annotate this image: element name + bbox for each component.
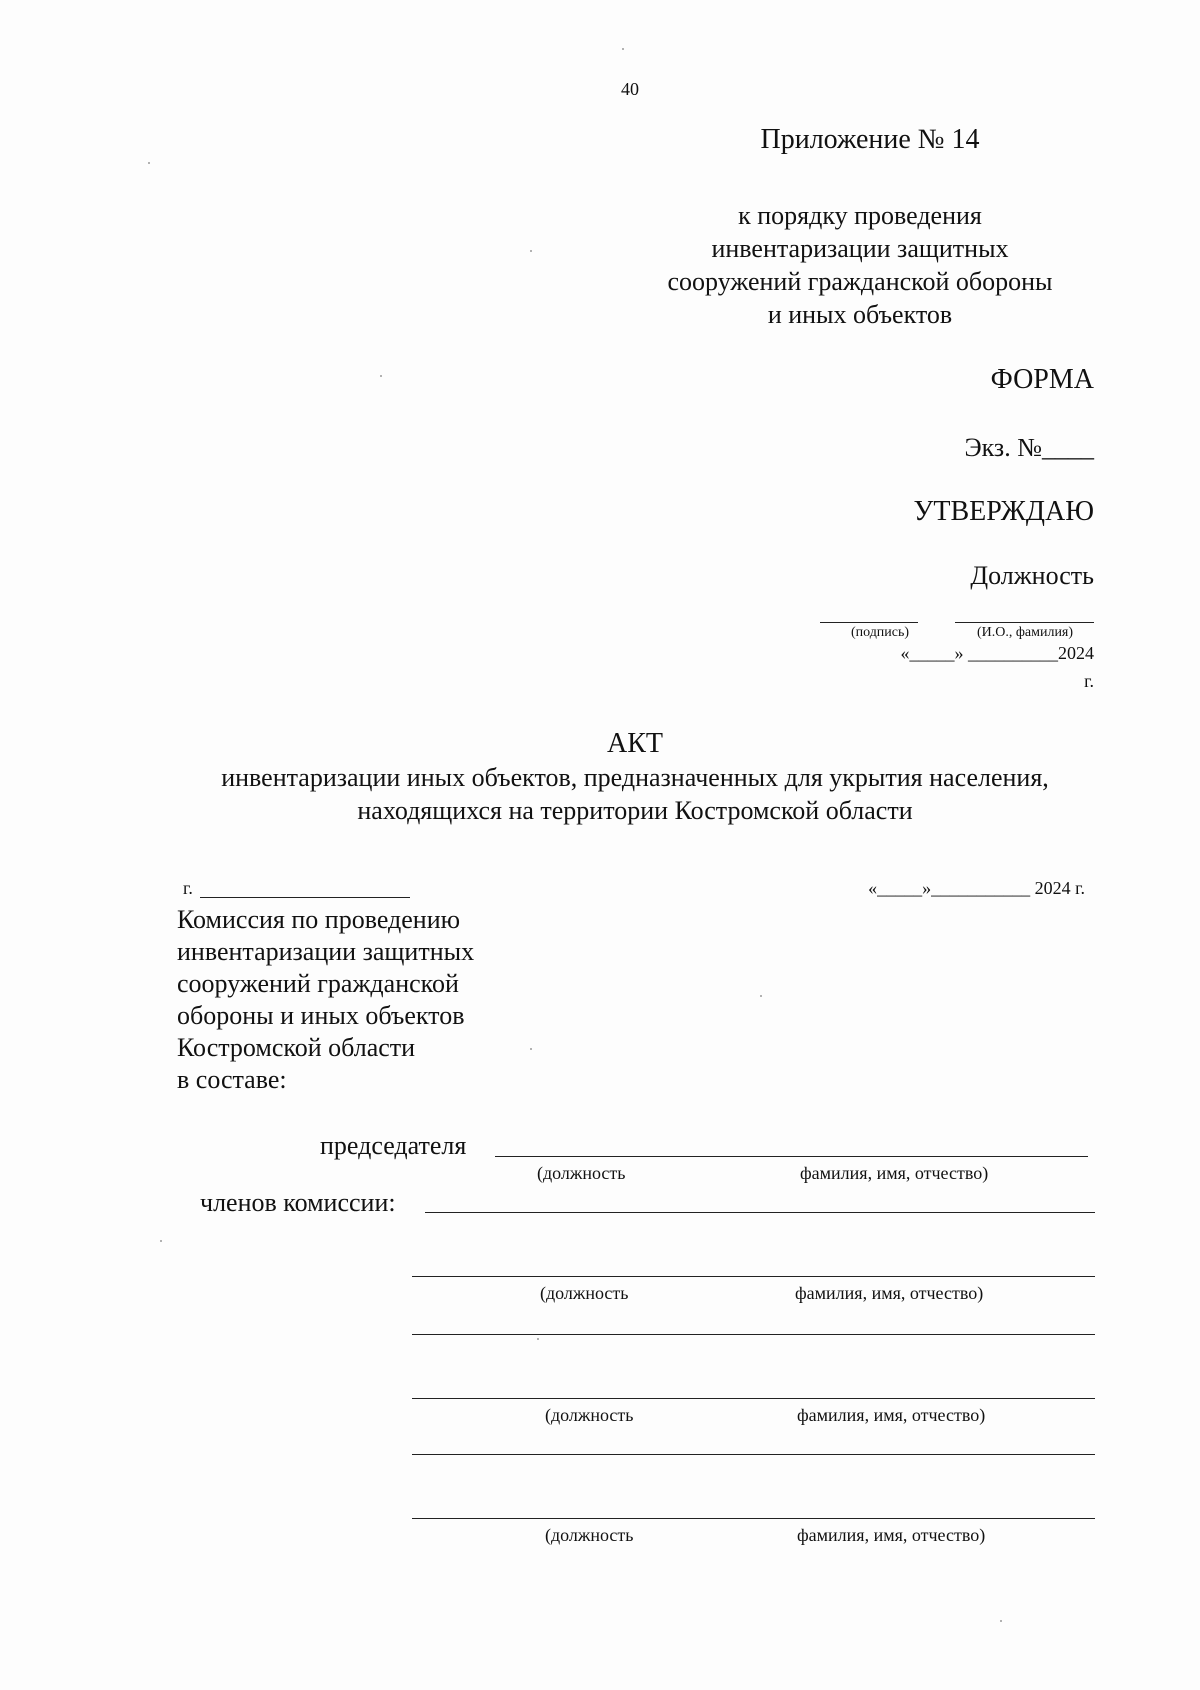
form-label: ФОРМА [990, 364, 1094, 395]
scan-speck [760, 995, 762, 997]
scan-speck [380, 375, 382, 377]
scan-speck [622, 48, 624, 50]
act-title: АКТ [607, 728, 663, 759]
member-line [425, 1212, 1095, 1213]
act-date: «_____»___________ 2024 г. [868, 878, 1085, 898]
page-number: 40 [621, 79, 639, 99]
chairman-line [495, 1156, 1088, 1157]
commission-line: Комиссия по проведению [177, 905, 461, 934]
member-name-caption: фамилия, имя, отчество) [797, 1525, 986, 1545]
approval-year-suffix: г. [1084, 671, 1094, 691]
act-subtitle: инвентаризации иных объектов, предназначенных для укрытия населения, [221, 763, 1049, 792]
scan-speck [160, 1240, 162, 1242]
member-position-caption: (должность [545, 1525, 634, 1545]
member-line [412, 1398, 1095, 1399]
approver-name-caption: (И.О., фамилия) [976, 625, 1074, 640]
signature-caption: (подпись) [850, 625, 910, 640]
member-line [412, 1334, 1095, 1335]
annex-line: инвентаризации защитных [711, 234, 1009, 263]
act-subtitle: находящихся на территории Костромской области [357, 796, 913, 825]
scan-speck [148, 162, 150, 164]
annex-line: и иных объектов [767, 300, 953, 329]
commission-line: инвентаризации защитных [177, 937, 475, 966]
copy-number: Экз. №____ [964, 433, 1094, 462]
annex-line: к порядку проведения [738, 201, 982, 230]
scan-speck [1000, 1620, 1002, 1622]
member-position-caption: (должность [545, 1405, 634, 1425]
approval-heading: УТВЕРЖДАЮ [913, 496, 1094, 527]
scan-speck [530, 250, 532, 252]
member-name-caption: фамилия, имя, отчество) [797, 1405, 986, 1425]
approval-date-line: «_____» __________2024 [900, 643, 1094, 663]
approver-name-line [955, 622, 1094, 623]
chairman-label: председателя [320, 1131, 467, 1160]
annex-line: сооружений гражданской обороны [667, 267, 1053, 296]
member-line [412, 1276, 1095, 1277]
member-line [412, 1454, 1095, 1455]
scan-speck [537, 1338, 539, 1340]
member-line [412, 1518, 1095, 1519]
commission-line: Костромской области [177, 1033, 416, 1062]
annex-title: Приложение № 14 [760, 124, 980, 155]
chairman-name-caption: фамилия, имя, отчество) [800, 1163, 989, 1183]
signature-line [820, 622, 918, 623]
member-name-caption: фамилия, имя, отчество) [795, 1283, 984, 1303]
commission-line: обороны и иных объектов [177, 1001, 465, 1030]
commission-line: в составе: [177, 1065, 287, 1094]
member-position-caption: (должность [540, 1283, 629, 1303]
commission-line: сооружений гражданской [177, 969, 459, 998]
chairman-position-caption: (должность [537, 1163, 626, 1183]
scan-speck [530, 1048, 532, 1050]
city-line [200, 897, 410, 898]
members-label: членов комиссии: [200, 1188, 396, 1217]
approval-position: Должность [970, 561, 1094, 590]
city-prefix: г. [183, 878, 193, 898]
